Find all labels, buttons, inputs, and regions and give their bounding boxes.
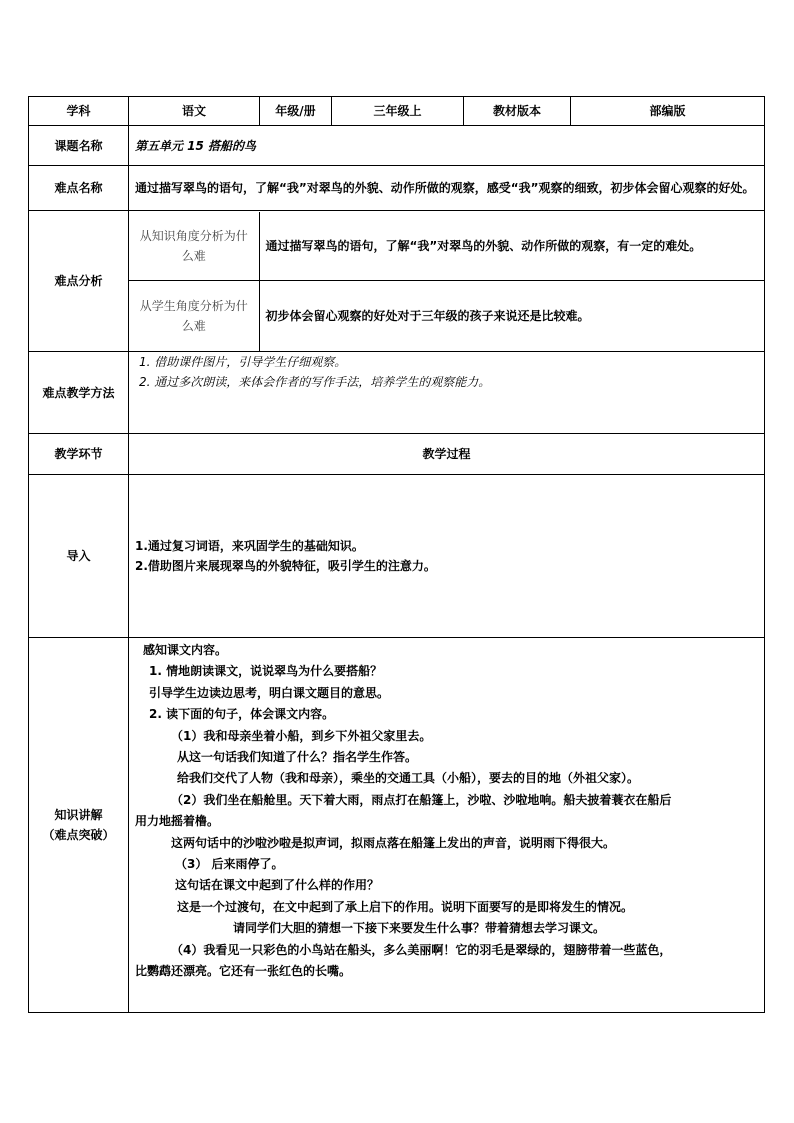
method-row [29, 352, 765, 434]
subject-value: 语文 [129, 97, 260, 126]
analysis-knowledge-row [129, 212, 764, 281]
grade-label: 年级/册 [260, 97, 332, 126]
intro-row [29, 475, 765, 638]
edition-label: 教材版本 [464, 97, 571, 126]
knowledge-line: 这两句话中的沙啦沙啦是拟声词，拟雨点落在船篷上发出的声音，说明雨下得很大。 [171, 835, 616, 850]
knowledge-line: 这是一个过渡句，在文中起到了承上启下的作用。说明下面要写的是即将发生的情况。 [177, 899, 634, 914]
lesson-plan-table [28, 96, 765, 1013]
intro-item: 2.借助图片来展现翠鸟的外貌特征，吸引学生的注意力。 [135, 559, 436, 573]
intro-item: 1.通过复习词语，来巩固学生的基础知识。 [135, 539, 364, 553]
student-angle-label: 从学生角度分析为什么难 [129, 281, 259, 351]
knowledge-sublabel: （难点突破） [42, 828, 115, 842]
knowledge-line: 给我们交代了人物（我和母亲），乘坐的交通工具（小船），要去的目的地（外祖父家）。 [177, 771, 640, 786]
knowledge-line: 用力地摇着橹。 [135, 814, 220, 829]
knowledge-line: 2. 读下面的句子，体会课文内容。 [149, 707, 335, 722]
intro-label: 导入 [29, 475, 129, 638]
knowledge-line: （1）我和母亲坐着小船，到乡下外祖父家里去。 [171, 728, 432, 743]
method-label: 难点教学方法 [29, 352, 129, 434]
lesson-row [29, 126, 765, 166]
knowledge-line: 比鹦鹉还漂亮。它还有一张红色的长嘴。 [135, 964, 352, 979]
subject-label: 学科 [29, 97, 129, 126]
knowledge-angle-label: 从知识角度分析为什么难 [129, 212, 259, 281]
lesson-label: 课题名称 [29, 126, 129, 166]
knowledge-content [129, 638, 765, 1013]
knowledge-label: 知识讲解 [54, 808, 103, 822]
knowledge-label-cell [29, 638, 129, 1013]
knowledge-line: （4）我看见一只彩色的小鸟站在船头，多么美丽啊！它的羽毛是翠绿的，翅膀带着一些蓝色， [171, 942, 672, 957]
edition-value: 部编版 [571, 97, 765, 126]
knowledge-line: 引导学生边读边思考，明白课文题目的意思。 [149, 685, 390, 700]
knowledge-angle-value: 通过描写翠鸟的语句，了解“我”对翠鸟的外貌、动作所做的观察，有一定的难处。 [265, 238, 702, 253]
process-title: 教学过程 [129, 434, 765, 475]
grade-value: 三年级上 [332, 97, 464, 126]
analysis-row [29, 211, 765, 352]
difficulty-value: 通过描写翠鸟的语句，了解“我”对翠鸟的外貌、动作所做的观察，感受“我”观察的细致，初步体会留心观察的好处。 [129, 166, 765, 211]
lesson-value: 第五单元 15 搭船的鸟 [129, 126, 765, 166]
knowledge-line: （2）我们坐在船舱里。天下着大雨，雨点打在船篷上，沙啦、沙啦地响。船夫披着蓑衣在船后 [171, 792, 672, 807]
process-header-row [29, 434, 765, 475]
knowledge-line: 1. 情地朗读课文，说说翠鸟为什么要搭船？ [149, 664, 383, 679]
knowledge-line: 请同学们大胆的猜想一下接下来要发生什么事？带着猜想去学习课文。 [233, 921, 606, 936]
header-row [29, 97, 765, 126]
student-angle-value: 初步体会留心观察的好处对于三年级的孩子来说还是比较难。 [259, 281, 764, 351]
knowledge-line: （3） 后来雨停了。 [175, 857, 284, 872]
lesson-plan-sheet [28, 96, 764, 1013]
process-stage-label: 教学环节 [29, 434, 129, 475]
method-item: 2. 通过多次朗读，来体会作者的写作手法，培养学生的观察能力。 [139, 375, 491, 389]
analysis-label: 难点分析 [29, 211, 129, 352]
knowledge-row [29, 638, 765, 1013]
difficulty-row [29, 166, 765, 211]
knowledge-line: 从这一句话我们知道了什么？指名学生作答。 [177, 750, 418, 765]
analysis-subtable [129, 212, 764, 351]
knowledge-line: 感知课文内容。 [143, 643, 228, 657]
difficulty-label: 难点名称 [29, 166, 129, 211]
intro-list [129, 475, 765, 638]
method-item: 1. 借助课件图片，引导学生仔细观察。 [139, 355, 347, 369]
method-list [129, 352, 765, 434]
knowledge-line: 这句话在课文中起到了什么样的作用？ [175, 878, 380, 893]
analysis-body [129, 211, 765, 352]
analysis-student-row [129, 281, 764, 351]
